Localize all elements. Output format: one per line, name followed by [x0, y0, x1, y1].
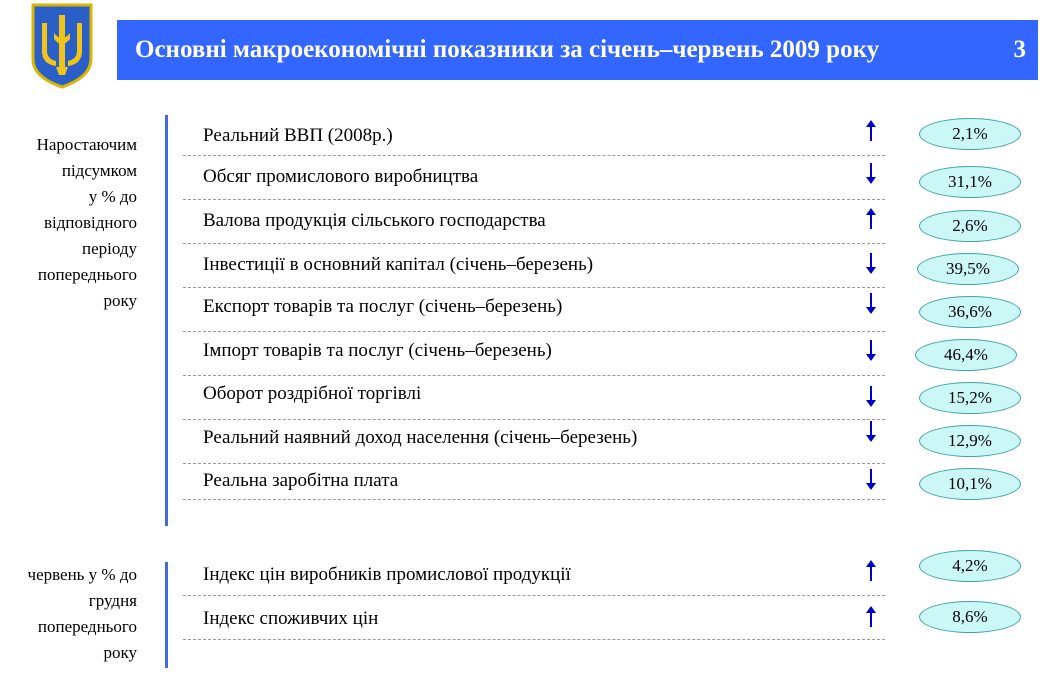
indicator-row: [183, 112, 885, 156]
indicator-row: [183, 596, 885, 640]
indicator-label: Оборот роздрібної торгівлі: [203, 383, 422, 404]
side-label-line: попереднього: [37, 265, 137, 284]
indicator-label: Експорт товарів та послуг (січень–березень): [203, 296, 563, 317]
indicator-row: [183, 552, 885, 596]
side-label-line: підсумком: [61, 161, 137, 180]
indicator-label: Реальна заробітна плата: [203, 470, 399, 491]
side-label-line: року: [103, 643, 137, 662]
indicator-label: Інвестиції в основний капітал (січень–березень): [203, 254, 594, 275]
page-title: Основні макроекономічні показники за січень–червень 2009 року: [135, 36, 880, 63]
indicator-label: Індекс цін виробників промислової продукції: [203, 564, 571, 585]
section1-divider: [165, 115, 168, 526]
down-arrow-icon: [865, 339, 877, 361]
side-label-line: року: [103, 291, 137, 310]
indicator-row: [183, 376, 885, 420]
value-badge: 36,6%: [919, 296, 1021, 328]
value-badge: 39,5%: [917, 253, 1019, 285]
section2-divider: [165, 562, 168, 668]
indicator-label: Обсяг промислового виробництва: [203, 166, 479, 187]
value-badge: 2,1%: [919, 118, 1021, 150]
side-label-line: Наростаючим: [36, 135, 137, 154]
down-arrow-icon: [865, 162, 877, 184]
section1-side-label: [4, 132, 137, 314]
indicator-row: [183, 332, 885, 376]
up-arrow-icon: [865, 560, 877, 582]
section2-side-label: [0, 562, 137, 666]
up-arrow-icon: [865, 606, 877, 628]
title-banner: [117, 20, 1038, 80]
down-arrow-icon: [865, 468, 877, 490]
side-label-line: періоду: [81, 239, 137, 258]
side-label-line: попереднього: [37, 617, 137, 636]
indicator-label: Імпорт товарів та послуг (січень–березень): [203, 340, 552, 361]
down-arrow-icon: [865, 292, 877, 314]
side-label-line: червень у % до: [27, 565, 137, 584]
up-arrow-icon: [865, 120, 877, 142]
value-badge: 4,2%: [919, 550, 1021, 582]
value-badge: 15,2%: [919, 382, 1021, 414]
ukraine-emblem-icon: [30, 3, 94, 89]
down-arrow-icon: [865, 385, 877, 407]
value-badge: 46,4%: [915, 339, 1017, 371]
indicator-label: Реальний наявний доход населення (січень–березень): [203, 427, 638, 448]
value-badge: 2,6%: [919, 210, 1021, 242]
side-label-line: відповідного: [43, 213, 137, 232]
indicator-label: Реальний ВВП (2008р.): [203, 125, 393, 146]
down-arrow-icon: [865, 420, 877, 442]
side-label-line: у % до: [88, 187, 137, 206]
page-number: 3: [1013, 36, 1026, 63]
indicator-row: [183, 456, 885, 500]
indicator-row: [183, 244, 885, 288]
side-label-line: грудня: [88, 591, 137, 610]
indicator-row: [183, 288, 885, 332]
up-arrow-icon: [865, 208, 877, 230]
value-badge: 12,9%: [919, 425, 1021, 457]
indicator-row: [183, 200, 885, 244]
indicator-label: Індекс споживчих цін: [203, 608, 379, 629]
indicator-label: Валова продукція сільського господарства: [203, 210, 546, 231]
value-badge: 8,6%: [919, 601, 1021, 633]
value-badge: 10,1%: [919, 468, 1021, 500]
down-arrow-icon: [865, 252, 877, 274]
value-badge: 31,1%: [919, 166, 1021, 198]
indicator-row: [183, 156, 885, 200]
